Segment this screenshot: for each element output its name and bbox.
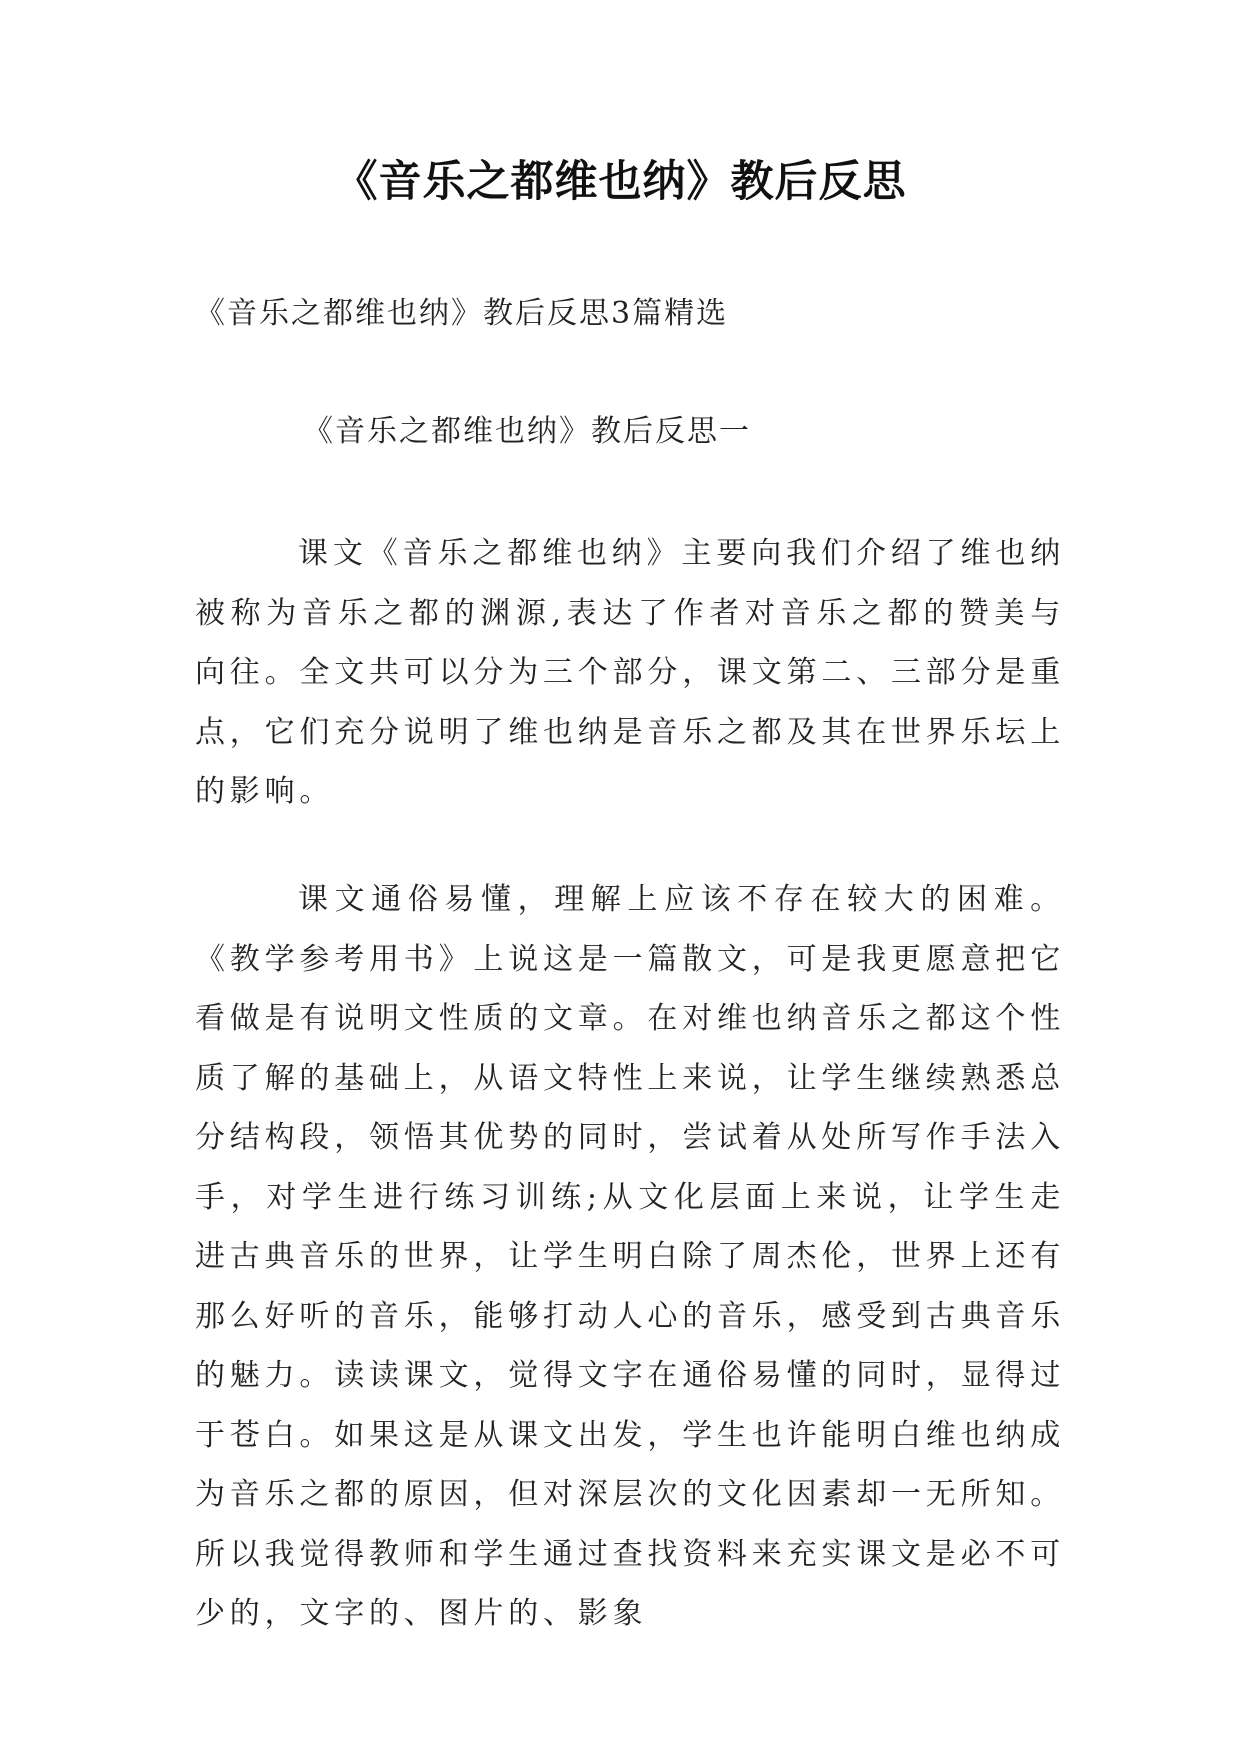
section-heading: 《音乐之都维也纳》教后反思一 — [303, 414, 751, 449]
document-subtitle: 《音乐之都维也纳》教后反思3篇精选 — [195, 296, 729, 331]
body-paragraph-1: 课文《音乐之都维也纳》主要向我们介绍了维也纳被称为音乐之都的渊源,表达了作者对音乐之都的赞美与向往。全文共可以分为三个部分，课文第二、三部分是重点，它们充分说明了维也纳是音乐之都及其在世界乐坛上的影响。 — [195, 536, 1065, 809]
body-paragraph-2: 课文通俗易懂，理解上应该不存在较大的困难。《教学参考用书》上说这是一篇散文，可是我更愿意把它看做是有说明文性质的文章。在对维也纳音乐之都这个性质了解的基础上，从语文特性上来说，让学生继续熟悉总分结构段，领悟其优势的同时，尝试着从处所写作手法入手，对学生进行练习训练;从文化层面上来说，让学生走进古典音乐的世界，让学生明白除了周杰伦，世界上还有那么好听的音乐，能够打动人心的音乐，感受到古典音乐的魅力。读读课文，觉得文字在通俗易懂的同时，显得过于苍白。如果这是从课文出发，学生也许能明白维也纳成为音乐之都的原因，但对深层次的文化因素却一无所知。所以我觉得教师和学生通过查找资料来充实课文是必不可少的，文字的、图片的、影象 — [195, 882, 1065, 1631]
document-title: 《音乐之都维也纳》教后反思 — [334, 157, 907, 207]
